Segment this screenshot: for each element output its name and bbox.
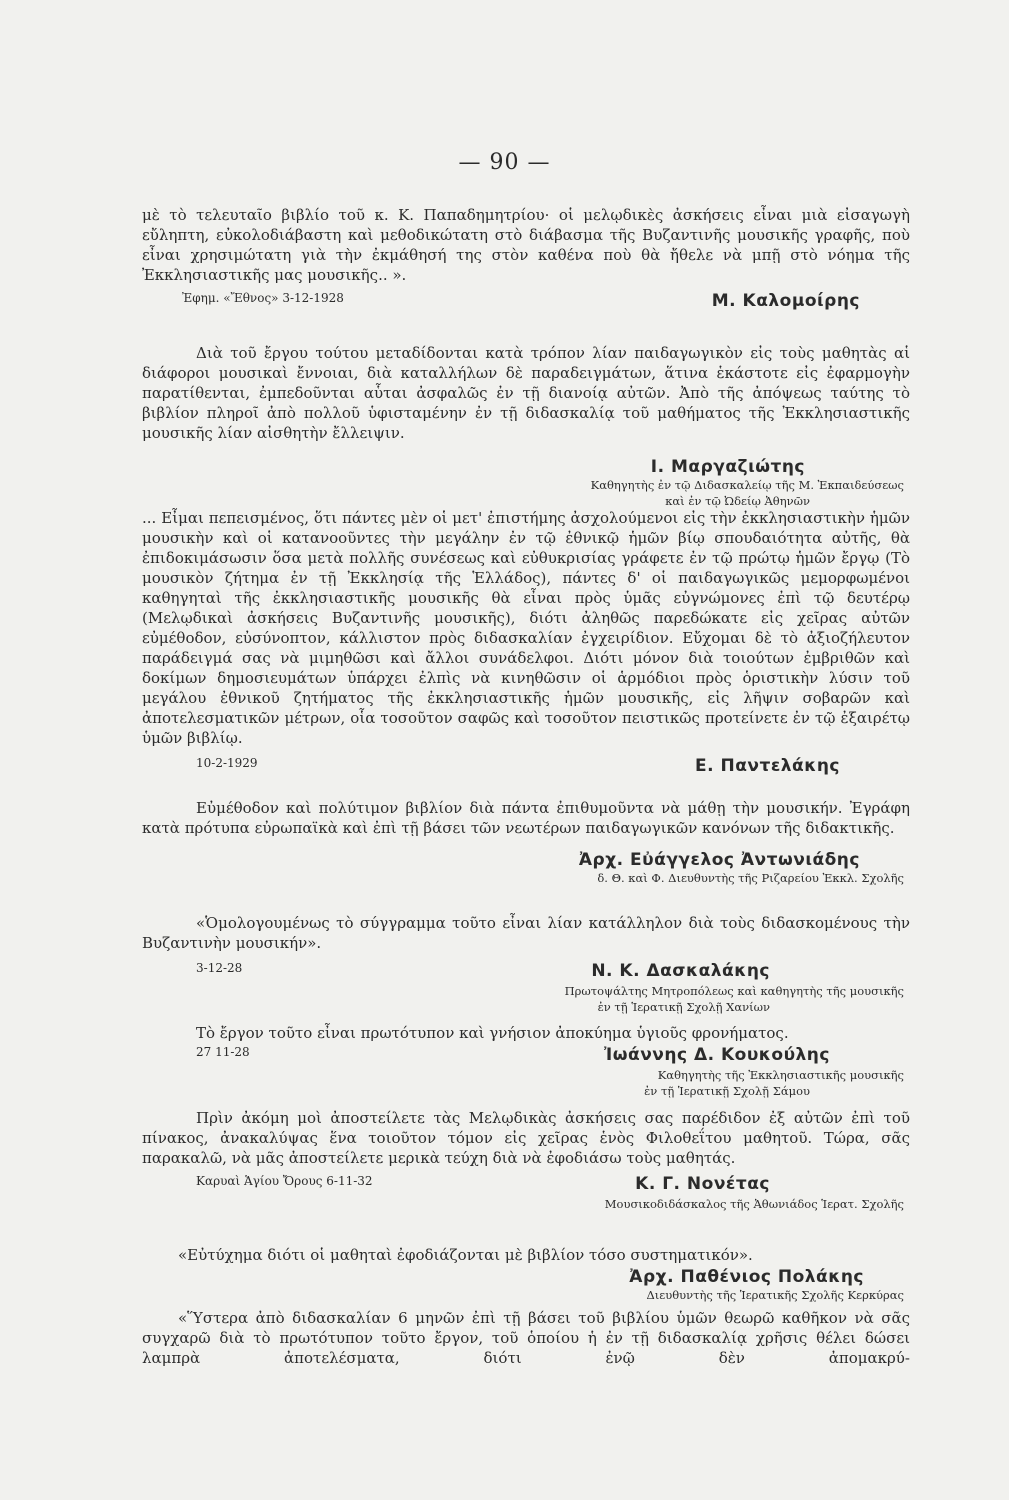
intro-quote	[142, 205, 910, 313]
review-date: 10-2-1929	[196, 756, 258, 770]
review-polakis	[142, 1245, 910, 1303]
review-signature: Ε. Παντελάκης	[695, 756, 840, 776]
review-antoniadis	[142, 798, 910, 886]
review-affiliation: δ. Θ. καὶ Φ. Διευθυντὴς τῆς Ριζαρείου Ἐκκλ. Σχολῆς	[597, 871, 904, 885]
review-signature: Ι. Μαργαζιώτης	[650, 457, 805, 477]
review-signature: Κ. Γ. Νονέτας	[635, 1174, 770, 1194]
review-text: ... Εἶμαι πεπεισμένος, ὅτι πάντες μὲν οἱ μετ' ἐπιστήμης ἀσχολούμενοι εἰς τὴν ἐκκλησιαστικὴν ἡμῶν μουσικὴν καὶ οἱ κατανοοῦντες τὴν μεγάλην ἐν τῷ ἐθνικῷ ἡμῶν βίῳ σπουδαιότητα αὐτῆς, θὰ ἐπιδοκιμάσωσιν ὅσα μετὰ πολλῆς συνέσεως καὶ εὐθυκρισίας γράφετε ἐν τῷ πρώτῳ ἡμῶν ἔργῳ (Τὸ μουσικὸν ζήτημα ἐν τῇ Ἐκκλησίᾳ τῆς Ἑλλάδος), πάντες δ' οἱ παιδαγωγικῶς μεμορφωμένοι καθηγηταὶ τῆς ἐκκλησιαστικῆς μουσικῆς θὰ εἶναι πρὸς ὑμᾶς εὐγνώμονες ἐπὶ τῷ δευτέρῳ (Μελῳδικαὶ ἀσκήσεις Βυζαντινῆς μουσικῆς), διότι ἀληθῶς παρεδώκατε εἰς χεῖρας αὐτῶν εὐμέθοδον, εὐσύνοπτον, κάλλιστον πρὸς διδασκαλίαν ἐγχειρίδιον. Εὔχομαι δὲ τὸ ἀξιοζήλευτον παράδειγμά σας νὰ μιμηθῶσι καὶ ἄλλοι συνάδελφοι. Διότι μόνον διὰ τοιούτων ἐμβριθῶν καὶ δοκίμων δημοσιευμάτων ὑπάρχει ἐλπὶς νὰ κινηθῶσιν οἱ ἁρμόδιοι πρὸς ὁριστικὴν λύσιν τοῦ μεγάλου ἐθνικοῦ ζητήματος τῆς ἐκκλησιαστικῆς ἡμῶν μουσικῆς, εἰς λῆψιν σοβαρῶν καὶ ἀποτελεσματικῶν μέτρων, οἷα τοσοῦτον σαφῶς καὶ τοσοῦτον πειστικῶς προτείνετε ἐν τῷ ἐξαιρέτῳ ὑμῶν βιβλίῳ.	[142, 509, 910, 747]
review-attribution	[142, 756, 910, 778]
review-nonetas	[142, 1108, 910, 1212]
review-daskalakis	[142, 913, 910, 1015]
review-attribution	[142, 961, 910, 983]
review-text: «Ὁμολογουμένως τὸ σύγγραμμα τοῦτο εἶναι λίαν κατάλληλον διὰ τοὺς διδασκομένους τὴν Βυζαντινὴν μουσικήν».	[142, 914, 910, 952]
review-signature: Ἰωάννης Δ. Κουκούλης	[604, 1045, 830, 1065]
review-pantelakis	[142, 508, 910, 778]
review-attribution	[142, 1174, 910, 1196]
review-text: Εὐμέθοδον καὶ πολύτιμον βιβλίον διὰ πάντα ἐπιθυμοῦντα νὰ μάθῃ τὴν μουσικήν. Ἐγράφη κατὰ πρότυπα εὐρωπαϊκὰ καὶ ἐπὶ τῇ βάσει τῶν νεωτέρων παιδαγωγικῶν κανόνων τῆς διδακτικῆς.	[142, 799, 910, 837]
intro-signature: Μ. Καλομοίρης	[711, 291, 860, 311]
review-text: Τὸ ἔργον τοῦτο εἶναι πρωτότυπον καὶ γνήσιον ἀποκύημα ὑγιοῦς φρονήματος.	[196, 1024, 789, 1042]
review-affiliation-line1: Καθηγητὴς τῆς Ἐκκλησιαστικῆς μουσικῆς	[657, 1068, 904, 1082]
review-affiliation-line2: ἐν τῇ Ἱερατικῇ Σχολῇ Χανίων	[597, 1000, 770, 1014]
review-date: 27 11-28	[196, 1045, 250, 1059]
review-affiliation: Διευθυντὴς τῆς Ἱερατικῆς Σχολῆς Κερκύρας	[646, 1288, 904, 1302]
intro-attribution	[142, 291, 910, 313]
intro-source: Ἐφημ. «Ἔθνος» 3-12-1928	[182, 291, 344, 305]
review-signature: Ν. Κ. Δασκαλάκης	[591, 961, 770, 981]
review-continued	[142, 1308, 910, 1368]
review-affiliation: Μουσικοδιδάσκαλος τῆς Ἀθωνιάδος Ἱερατ. Σχολῆς	[604, 1197, 904, 1211]
review-text: Διὰ τοῦ ἔργου τούτου μεταδίδονται κατὰ τρόπον λίαν παιδαγωγικὸν εἰς τοὺς μαθητὰς αἱ διάφοροι μουσικαὶ ἔννοιαι, διὰ καταλλήλων δὲ παραδειγμάτων, ἅτινα ἑκάστοτε εἰς ἐφαρμογὴν παρατίθενται, ἐμπεδοῦνται αὗται ἀσφαλῶς ἐν τῇ διανοίᾳ αὐτῶν. Ἀπὸ τῆς ἀπόψεως ταύτης τὸ βιβλίον πληροῖ ἀπὸ πολλοῦ ὑφισταμένην ἐν τῇ διδασκαλίᾳ τοῦ μαθήματος τῆς Ἐκκλησιαστικῆς μουσικῆς λίαν αἰσθητὴν ἔλλειψιν.	[142, 344, 910, 442]
review-affiliation-line2: καὶ ἐν τῷ Ὠδείῳ Ἀθηνῶν	[665, 494, 810, 508]
review-signature: Ἀρχ. Εὐάγγελος Ἀντωνιάδης	[578, 850, 860, 870]
review-place-date: Καρυαὶ Ἁγίου Ὄρους 6-11-32	[196, 1174, 373, 1188]
review-affiliation-line1: Καθηγητὴς ἐν τῷ Διδασκαλείῳ τῆς Μ. Ἐκπαιδεύσεως	[590, 478, 904, 492]
review-koukoulis	[142, 1023, 910, 1099]
review-margaziotis	[142, 343, 910, 509]
review-text: «Εὐτύχημα διότι οἱ μαθηταὶ ἐφοδιάζονται μὲ βιβλίον τόσο συστηματικόν».	[178, 1246, 753, 1264]
review-attribution	[142, 1045, 910, 1067]
review-text: «Ὕστερα ἀπὸ διδασκαλίαν 6 μηνῶν ἐπὶ τῇ βάσει τοῦ βιβλίου ὑμῶν θεωρῶ καθῆκον νὰ σᾶς συγχαρῶ διὰ τὸ πρωτότυπον τοῦτο ἔργον, τοῦ ὁποίου ἡ ἐν τῇ διδασκαλίᾳ χρῆσις θέλει δώσει λαμπρὰ ἀποτελέσματα, διότι ἐνῷ δὲν ἀπομακρύ-	[142, 1309, 910, 1367]
review-signature: Ἀρχ. Παθένιος Πολάκης	[629, 1267, 864, 1287]
review-affiliation-line1: Πρωτοψάλτης Μητροπόλεως καὶ καθηγητὴς τῆς μουσικῆς	[564, 984, 904, 998]
review-text: Πρὶν ἀκόμη μοὶ ἀποστείλετε τὰς Μελῳδικὰς ἀσκήσεις σας παρέδιδον ἐξ αὐτῶν ἐπὶ τοῦ πίνακος, ἀνακαλύψας ἕνα τοιοῦτον τόμον εἰς χεῖρας ἑνὸς Φιλοθεΐτου μαθητοῦ. Τώρα, σᾶς παρακαλῶ, νὰ μᾶς ἀποστείλετε μερικὰ τεύχη διὰ νὰ ἐφοδιάσω τοὺς μαθητάς.	[142, 1109, 910, 1167]
page-number: — 90 —	[458, 150, 551, 175]
intro-text: μὲ τὸ τελευταῖο βιβλίο τοῦ κ. Κ. Παπαδημητρίου· οἱ μελῳδικὲς ἀσκήσεις εἶναι μιὰ εἰσαγωγὴ εὔληπτη, εὐκολοδιάβαστη καὶ μεθοδικώτατη στὸ διάβασμα τῆς Βυζαντινῆς μουσικῆς γραφῆς, ποὺ εἶναι χρησιμώτατη γιὰ τὴν ἐκμάθησή της στὸν καθένα ποὺ θὰ ἤθελε νὰ μπῇ στὸ νόημα τῆς Ἐκκλησιαστικῆς μας μουσικῆς.. ».	[142, 206, 910, 284]
review-affiliation-line2: ἐν τῇ Ἱερατικῇ Σχολῇ Σάμου	[644, 1084, 810, 1098]
review-date: 3-12-28	[196, 961, 243, 975]
